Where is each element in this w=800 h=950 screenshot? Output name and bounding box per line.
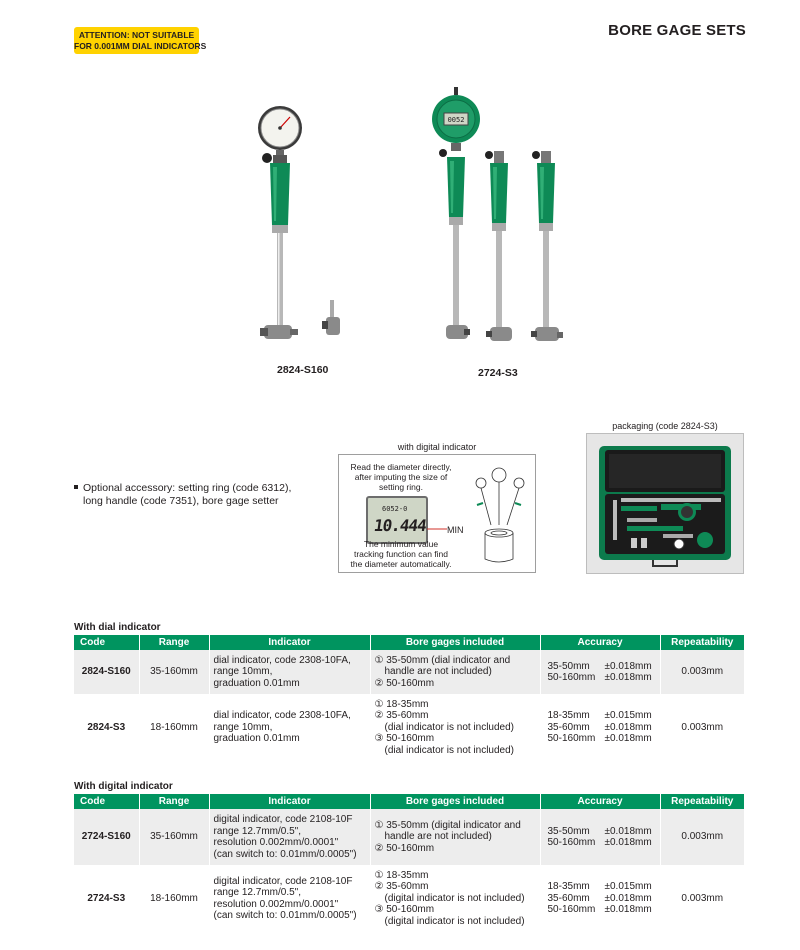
dial-indicator-table <box>74 635 744 761</box>
code-cell: 2724-S160 <box>74 809 139 865</box>
column-header: Repeatability <box>660 635 744 650</box>
digital-section-title: With digital indicator <box>74 781 173 792</box>
column-header: Code <box>74 635 139 650</box>
accuracy-cell: 35-50mm ±0.018mm 50-160mm ±0.018mm <box>540 809 660 865</box>
bore-gages-cell: ① 35-50mm (dial indicator and handle are not included) ② 50-160mm <box>370 650 540 694</box>
column-header: Range <box>139 635 209 650</box>
page-title: BORE GAGE SETS <box>608 22 746 39</box>
bore-gages-cell: ① 18-35mm ② 35-60mm (digital indicator is not included) ③ 50-160mm (digital indicator is not included) <box>370 865 540 932</box>
table-header-row <box>74 794 744 809</box>
code-cell: 2824-S3 <box>74 694 139 761</box>
column-header: Code <box>74 794 139 809</box>
column-header: Bore gages included <box>370 635 540 650</box>
range-cell: 18-160mm <box>139 865 209 932</box>
table-row <box>74 650 744 694</box>
column-header: Accuracy <box>540 794 660 809</box>
badge-line-2: FOR 0.001MM DIAL INDICATORS <box>74 41 207 51</box>
digital-box-title: with digital indicator <box>397 442 477 452</box>
column-header: Repeatability <box>660 794 744 809</box>
digital-indicator-table <box>74 794 744 932</box>
badge-line-1: ATTENTION: NOT SUITABLE <box>78 30 195 40</box>
range-cell: 18-160mm <box>139 694 209 761</box>
indicator-cell: dial indicator, code 2308-10FA, range 10mm, graduation 0.01mm <box>209 650 370 694</box>
column-header: Indicator <box>209 794 370 809</box>
table-row <box>74 865 744 932</box>
svg-text:0052: 0052 <box>447 116 465 124</box>
column-header: Range <box>139 794 209 809</box>
packaging-photo-frame <box>586 433 744 574</box>
table-row <box>74 694 744 761</box>
product-photo-digital-bore-gage-set <box>420 85 580 355</box>
range-cell: 35-160mm <box>139 650 209 694</box>
product-photo-dial-bore-gage <box>240 95 360 355</box>
attention-badge <box>74 27 207 54</box>
table-row <box>74 809 744 865</box>
column-header: Bore gages included <box>370 794 540 809</box>
indicator-cell: dial indicator, code 2308-10FA, range 10mm, graduation 0.01mm <box>209 694 370 761</box>
dial-section-title: With dial indicator <box>74 622 161 633</box>
packaging-case-illustration <box>587 434 743 573</box>
min-label: MIN <box>447 525 464 535</box>
accuracy-cell: 18-35mm ±0.015mm 35-60mm ±0.018mm 50-160mm ±0.018mm <box>540 694 660 761</box>
product-caption-1: 2824-S160 <box>277 364 329 376</box>
accessory-line-1: Optional accessory: setting ring (code 6312), <box>83 482 292 494</box>
packaging-label: packaging (code 2824-S3) <box>612 421 718 431</box>
code-cell: 2724-S3 <box>74 865 139 932</box>
bore-gages-cell: ① 18-35mm ② 35-60mm (dial indicator is not included) ③ 50-160mm (dial indicator is not included) <box>370 694 540 761</box>
repeatability-cell: 0.003mm <box>660 650 744 694</box>
lcd-small-readout: 6052-0 <box>382 505 408 513</box>
column-header: Indicator <box>209 635 370 650</box>
repeatability-cell: 0.003mm <box>660 694 744 761</box>
digital-box-text-top: Read the diameter directly, after imputing the size of setting ring. <box>350 462 452 492</box>
table-header-row <box>74 635 744 650</box>
digital-indicator-box <box>338 454 536 573</box>
optional-accessory-note <box>74 482 291 508</box>
accuracy-cell: 35-50mm ±0.018mm 50-160mm ±0.018mm <box>540 650 660 694</box>
accuracy-cell: 18-35mm ±0.015mm 35-60mm ±0.018mm 50-160mm ±0.018mm <box>540 865 660 932</box>
code-cell: 2824-S160 <box>74 650 139 694</box>
repeatability-cell: 0.003mm <box>660 865 744 932</box>
indicator-cell: digital indicator, code 2108-10F range 12.7mm/0.5", resolution 0.002mm/0.0001" (can switch to: 0.01mm/0.0005") <box>209 865 370 932</box>
indicator-cell: digital indicator, code 2108-10F range 12.7mm/0.5", resolution 0.002mm/0.0001" (can switch to: 0.01mm/0.0005") <box>209 809 370 865</box>
repeatability-cell: 0.003mm <box>660 809 744 865</box>
accessory-line-2: long handle (code 7351), bore gage setter <box>83 495 279 507</box>
pointer-line-icon <box>427 525 449 533</box>
setting-ring-illustration <box>469 465 533 569</box>
lcd-main-readout: 10.444 <box>372 516 428 535</box>
bullet-icon <box>74 485 78 489</box>
range-cell: 35-160mm <box>139 809 209 865</box>
column-header: Accuracy <box>540 635 660 650</box>
bore-gages-cell: ① 35-50mm (digital indicator and handle are not included) ② 50-160mm <box>370 809 540 865</box>
digital-box-text-bottom: The minimum value tracking function can find the diameter automatically. <box>350 539 452 569</box>
lcd-display <box>366 496 428 544</box>
product-caption-2: 2724-S3 <box>478 367 518 379</box>
